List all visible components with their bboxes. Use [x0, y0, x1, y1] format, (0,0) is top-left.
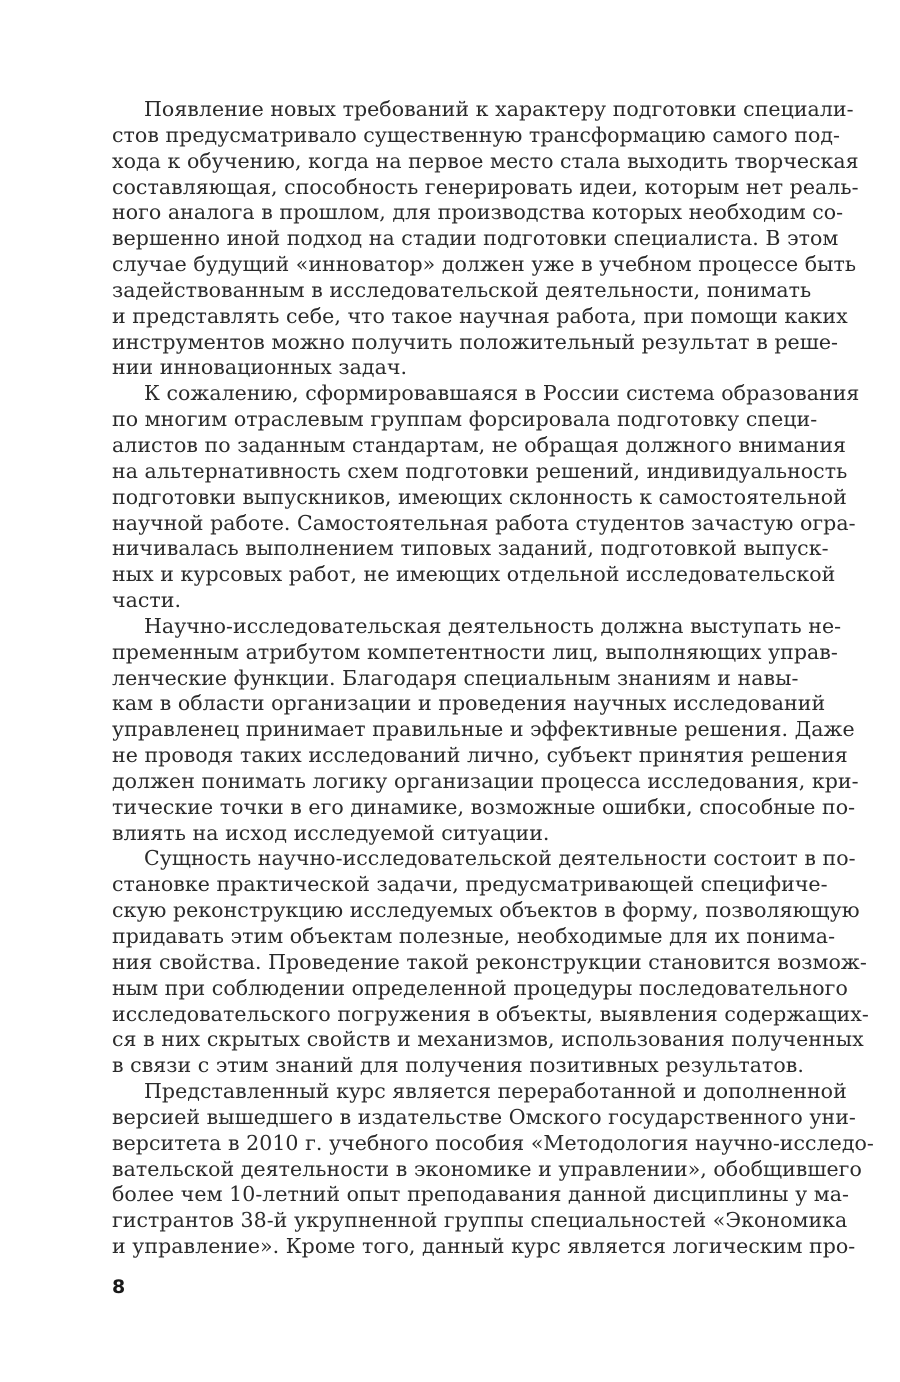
- text-line: алистов по заданным стандартам, не обращая должного внимания: [112, 432, 847, 457]
- text-line: вательской деятельности в экономике и управлении», обобщившего: [112, 1156, 862, 1181]
- text-line: задействованным в исследовательской деятельности, понимать: [112, 277, 812, 302]
- text-line: ся в них скрытых свойств и механизмов, использования полученных: [112, 1027, 864, 1052]
- text-line: в связи с этим знаний для получения позитивных результатов.: [112, 1053, 804, 1078]
- text-line: части.: [112, 588, 182, 613]
- text-line: Представленный курс является переработанной и дополненной: [144, 1079, 847, 1104]
- text-line: подготовки выпускников, имеющих склонность к самостоятельной: [112, 484, 847, 509]
- text-line: более чем 10-летний опыт преподавания данной дисциплины у ма-: [112, 1182, 850, 1207]
- text-line: хода к обучению, когда на первое место стала выходить творческая: [112, 148, 859, 173]
- text-line: ленческие функции. Благодаря специальным знаниям и навы-: [112, 665, 799, 690]
- text-line: составляющая, способность генерировать идеи, которым нет реаль-: [112, 174, 859, 199]
- text-line: исследовательского погружения в объекты, выявления содержащих-: [112, 1001, 869, 1026]
- text-line: верситета в 2010 г. учебного пособия «Методология научно-исследо-: [112, 1130, 874, 1155]
- text-line: ничивалась выполнением типовых заданий, подготовкой выпуск-: [112, 536, 829, 561]
- paragraph-4: [112, 846, 869, 1079]
- text-line: вершенно иной подход на стадии подготовки специалиста. В этом: [112, 226, 839, 251]
- text-line: ного аналога в прошлом, для производства которых необходим со-: [112, 200, 844, 225]
- text-line: пременным атрибутом компетентности лиц, выполняющих управ-: [112, 639, 838, 664]
- text-line: придавать этим объектам полезные, необходимые для их понима-: [112, 924, 836, 948]
- text-line: случае будущий «инноватор» должен уже в учебном процессе быть: [112, 252, 857, 277]
- text-line: и представлять себе, что такое научная работа, при помощи каких: [112, 303, 848, 328]
- paragraph-5: [112, 1079, 874, 1260]
- text-line: ным при соблюдении определенной процедуры последовательного: [112, 975, 848, 1000]
- page-number: 8: [112, 1276, 126, 1298]
- text-line: Научно-исследовательская деятельность должна выступать не-: [144, 613, 842, 638]
- text-line: тические точки в его динамике, возможные ошибки, способные по-: [112, 794, 856, 819]
- text-line: скую реконструкцию исследуемых объектов в форму, позволяющую: [112, 898, 860, 923]
- text-line: должен понимать логику организации процесса исследования, кри-: [112, 768, 859, 793]
- text-line: кам в области организации и проведения научных исследований: [112, 691, 826, 716]
- text-line: и управление». Кроме того, данный курс является логическим про-: [112, 1234, 856, 1259]
- text-line: Появление новых требований к характеру подготовки специали-: [144, 97, 854, 121]
- page-body: [112, 97, 874, 1260]
- text-line: ния свойства. Проведение такой реконструкции становится возмож-: [112, 949, 867, 974]
- text-line: становке практической задачи, предусматривающей специфиче-: [112, 872, 828, 897]
- text-line: Сущность научно-исследовательской деятельности состоит в по-: [144, 846, 856, 871]
- text-line: управленец принимает правильные и эффективные решения. Даже: [112, 717, 855, 742]
- text-line: нии инновационных задач.: [112, 355, 408, 380]
- paragraph-1: [112, 97, 859, 381]
- text-line: версией вышедшего в издательстве Омского государственного уни-: [112, 1104, 856, 1129]
- text-line: научной работе. Самостоятельная работа студентов зачастую огра-: [112, 510, 856, 535]
- text-line: на альтернативность схем подготовки решений, индивидуальность: [112, 458, 848, 483]
- text-line: по многим отраслевым группам форсировала подготовку специ-: [112, 407, 818, 432]
- paragraph-2: [112, 381, 860, 614]
- paragraph-3: [112, 613, 859, 847]
- text-line: К сожалению, сформировавшаяся в России система образования: [144, 381, 860, 406]
- text-line: стов предусматривало существенную трансформацию самого под-: [112, 122, 841, 147]
- text-line: гистрантов 38-й укрупненной группы специальностей «Экономика: [112, 1208, 848, 1233]
- text-line: ных и курсовых работ, не имеющих отдельной исследовательской: [112, 562, 836, 587]
- text-line: влиять на исход исследуемой ситуации.: [112, 820, 550, 845]
- text-line: инструментов можно получить положительный результат в реше-: [112, 329, 838, 354]
- text-line: не проводя таких исследований лично, субъект принятия решения: [112, 743, 848, 768]
